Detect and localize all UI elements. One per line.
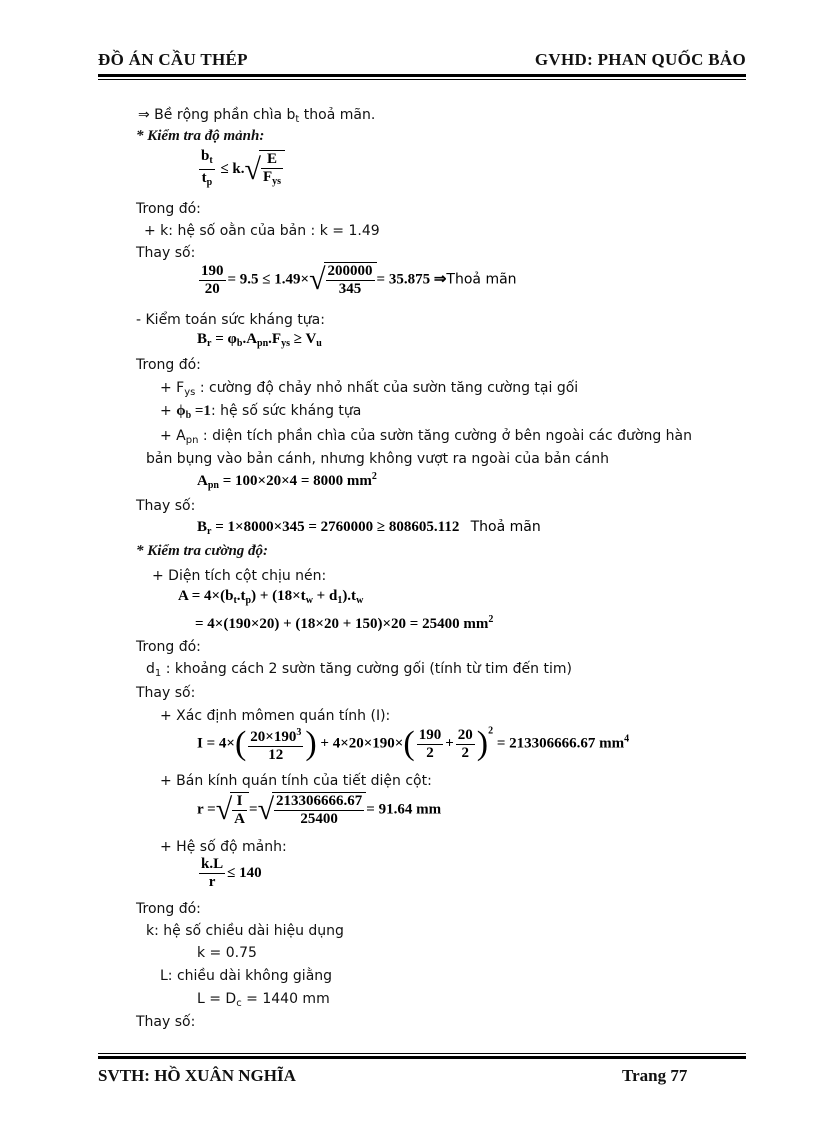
line-apn: + $A_{pn}$ : diện tích phần chìa của sườn tăng cường ở bên ngoài các đường hàn — [160, 428, 692, 446]
line-momen: + Xác định mômen quán tính (I): — [160, 708, 391, 724]
line-phi: + $\phi_b =1$: hệ số sức kháng tựa — [160, 403, 362, 421]
line-d1: $d_1$ : khoảng cách 2 sườn tăng cường gối (tính từ tim đến tim) — [146, 661, 572, 679]
label-trong-do-4: Trong đó: — [136, 901, 201, 917]
line-kiem-toan: - Kiểm toán sức kháng tựa: — [136, 312, 325, 328]
line-do-manh: + Hệ số độ mảnh: — [160, 839, 287, 855]
label-trong-do-1: Trong đó: — [136, 201, 201, 217]
footer-rule-thin — [98, 1053, 746, 1054]
formula-slenderness-ratio: $\frac{k.L}{r}$ ≤ 140 — [201, 856, 262, 890]
formula-apn: $A_{pn} = 100\times 20\times 4 = 8000$ $mm^2$ — [197, 471, 377, 491]
line-apn-cont: bản bụng vào bản cánh, nhưng không vượt ra ngoài của bản cánh — [146, 451, 610, 467]
footer-student: SVTH: HỒ XUÂN NGHĨA — [98, 1066, 296, 1085]
label-thay-so-1: Thay số: — [136, 245, 196, 261]
header-project-title: ĐỒ ÁN CẦU THÉP — [98, 50, 248, 69]
formula-inertia: I = 4×( $\frac{20\times 190^3}{12}$ ) + 4×20×190×( $\frac{190}{2}$ + $\frac{20}{2}$ )$^2$ = 213306666.67 $mm^4$ — [197, 725, 630, 763]
heading-slenderness: * Kiểm tra độ mảnh: — [136, 128, 265, 144]
label-trong-do-3: Trong đó: — [136, 639, 201, 655]
label-trong-do-2: Trong đó: — [136, 357, 201, 373]
heading-strength: * Kiểm tra cường độ: — [136, 543, 269, 559]
formula-area-value: = 4×(190×20) + (18×20 + 150)×20 = 25400 $mm^2$ — [195, 614, 494, 632]
line-fys: + $F_{ys}$ : cường độ chảy nhỏ nhất của sườn tăng cường tại gối — [160, 380, 579, 398]
formula-area: $A = 4\times(b_t.t_p) + (18\times t_w + d_1).t_w$ — [178, 588, 364, 606]
footer-page-number: Trang 77 — [622, 1066, 688, 1085]
label-thay-so-4: Thay số: — [136, 1014, 196, 1030]
header-advisor: GVHD: PHAN QUỐC BẢO — [534, 50, 746, 69]
formula-br-check: $B_r = 1\times 8000\times 345 = 2760000 \ge 808605.112$ Thoả mãn — [197, 519, 541, 537]
line-k-desc: + k: hệ số oằn của bản : k = 1.49 — [144, 223, 380, 239]
line-L-desc: L: chiều dài không giằng — [160, 968, 333, 984]
line-L-value: $L = D_c = 1440$ mm — [197, 991, 330, 1009]
line-ban-kinh: + Bán kính quán tính của tiết diện cột: — [160, 773, 432, 789]
footer-rule-thick — [98, 1056, 746, 1059]
formula-radius: r =√ $\frac{I}{A}$ =√ $\frac{213306666.67}{25400}$ = 91.64 mm — [197, 793, 442, 827]
line-dien-tich: + Diện tích cột chịu nén: — [152, 568, 327, 584]
header-rule-thin — [98, 79, 746, 80]
formula-slenderness: $\frac{b_t}{t_p}$ ≤ k.√ $\frac{E}{F_{ys}}$ — [197, 148, 285, 191]
formula-slenderness-check: $\frac{190}{20}$ = 9.5 ≤ 1.49×√ $\frac{200000}{345}$ = 35.875 ⇒Thoả mãn — [201, 262, 517, 297]
line-k-value: k = 0.75 — [197, 945, 257, 961]
label-thay-so-3: Thay số: — [136, 685, 196, 701]
header-rule-thick — [98, 74, 746, 77]
line-conclusion: ⇒ Bề rộng phần chìa $b_t$ thoả mãn. — [138, 107, 376, 125]
line-k-effective: k: hệ số chiều dài hiệu dụng — [146, 923, 344, 939]
label-thay-so-2: Thay số: — [136, 498, 196, 514]
formula-bearing-resistance: $B_r = \varphi_b.A_{pn}.F_{ys} \ge V_u$ — [197, 331, 322, 349]
